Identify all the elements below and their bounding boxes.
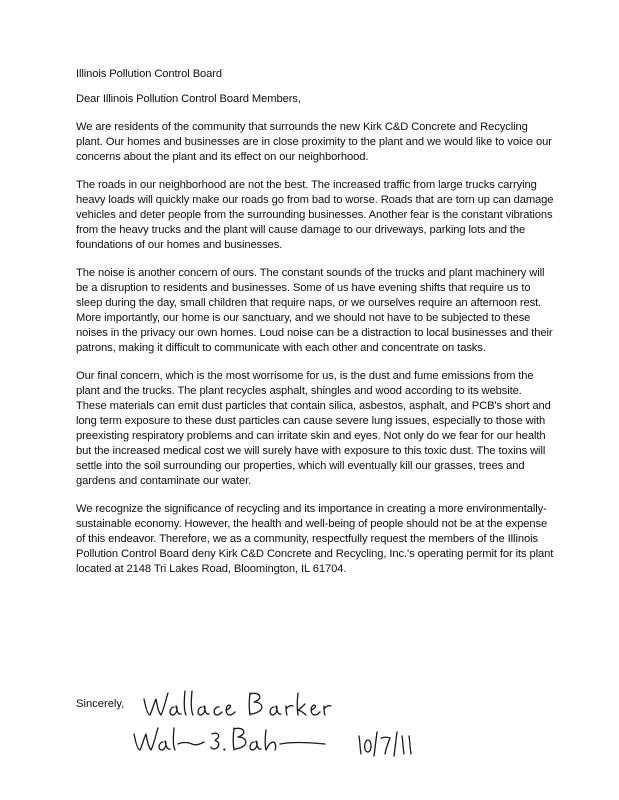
salutation: Dear Illinois Pollution Control Board Members,	[76, 93, 301, 105]
paragraph-request: We recognize the significance of recycling and its importance in creating a more environmentally-sustainable economy. However, the health and well-being of people should not be at the expense of this endeavor. Therefore, we as a community, respectfully request the members of the Illinois Pollution Control Board deny Kirk C&D Concrete and Recycling, Inc.'s operating permit for its plant located at 2148 Tri Lakes Road, Bloomington, IL 61704.	[76, 503, 554, 575]
paragraph-noise: The noise is another concern of ours. The constant sounds of the trucks and plant machinery will be a disruption to residents and businesses. Some of us have evening shifts that require us to sleep during the day, small children that require naps, or we ourselves require an afternoon rest. More importantly, our home is our sanctuary, and we should not have to be subjected to these noises in the privacy our own homes. Loud noise can be a distraction to local businesses and their patrons, making it difficult to communicate with each other and concentrate on tasks.	[76, 267, 553, 354]
signature-handwritten-full	[130, 722, 330, 762]
closing-sincerely: Sincerely,	[76, 698, 125, 710]
letter-body	[76, 67, 554, 577]
recipient-line: Illinois Pollution Control Board	[76, 68, 223, 80]
paragraph-dust: Our final concern, which is the most worrisome for us, is the dust and fume emissions from the plant and the trucks. The plant recycles asphalt, shingles and wood according to its website. These materials can emit dust particles that contain silica, asbestos, asphalt, and PCB's short and long term exposure to these dust particles can cause severe lung issues, especially to those with preexisting respiratory problems and can irritate skin and eyes. Not only do we fear for our health but the increased medical cost we will surely have with exposure to this toxic dust. The toxins will settle into the soil surrounding our properties, which will eventually kill our grasses, trees and gardens and contaminate our water.	[76, 370, 551, 487]
paragraph-intro: We are residents of the community that surrounds the new Kirk C&D Concrete and Recycling plant. Our homes and businesses are in close proximity to the plant and we would like to voice our concerns about the plant and its effect on our neighborhood.	[76, 121, 552, 163]
signature-handwritten-name	[140, 685, 350, 725]
signature-handwritten-date	[355, 728, 415, 758]
paragraph-roads: The roads in our neighborhood are not the best. The increased traffic from large trucks carrying heavy loads will quickly make our roads go from bad to worse. Roads that are torn up can damage vehicles and deter people from the surrounding businesses. Another fear is the constant vibrations from the heavy trucks and the plant will cause damage to our driveways, parking lots and the foundations of our homes and businesses.	[76, 179, 554, 251]
